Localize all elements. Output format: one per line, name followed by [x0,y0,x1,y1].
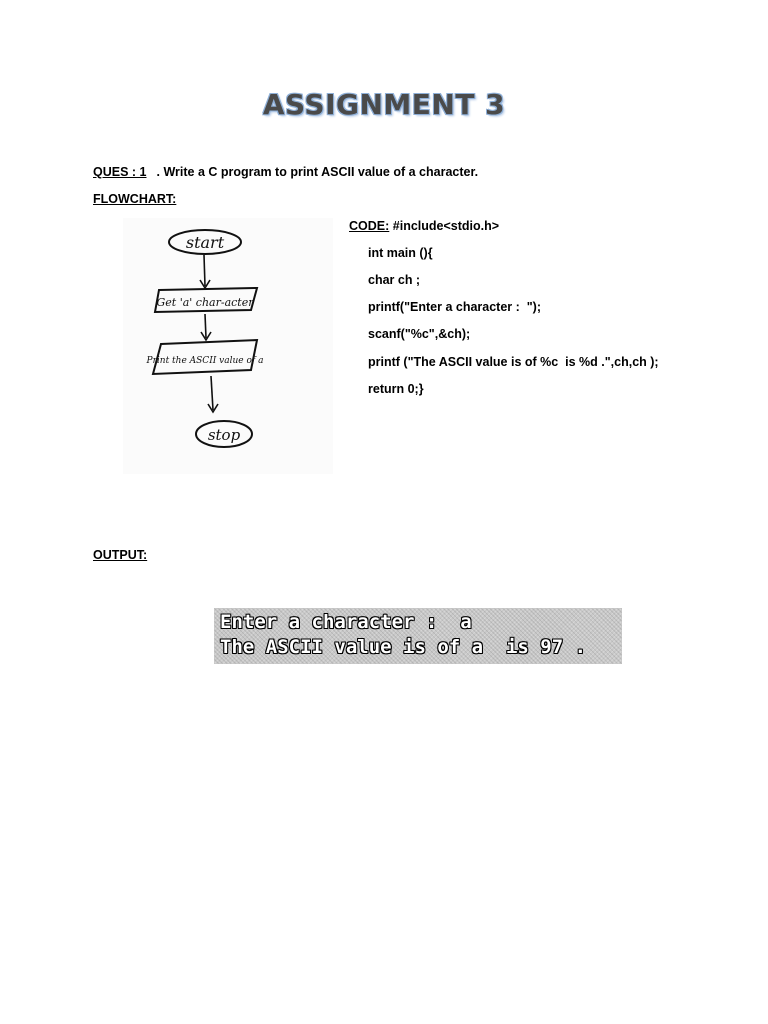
output-heading: OUTPUT: [93,548,148,562]
code-line: int main (){ [368,246,433,260]
code-line: scanf("%c",&ch); [368,327,471,341]
code-line: printf("Enter a character : "); [368,300,541,314]
flowchart-input-text: Get 'a' char-acter [156,296,254,309]
code-block [344,219,659,396]
question [93,165,478,179]
code-label: CODE: [349,219,390,233]
code-line: char ch ; [368,273,421,287]
code-line: return 0;} [368,382,424,396]
page-title: ASSIGNMENT 3 [262,88,506,121]
code-first-line [344,219,499,233]
flowchart-arrow [211,376,213,410]
terminal-line: The ASCII value is of a is 97 . [220,636,587,658]
question-text: . Write a C program to print ASCII value of a character. [156,165,479,179]
question-label: QUES : 1 [93,165,147,179]
flowchart-diagram [123,218,333,474]
flowchart-start-text: start [185,233,225,252]
code-line: #include<stdio.h> [392,219,500,233]
flowchart-output-text: Print the ASCII value of a [146,356,264,366]
flowchart-image [123,218,333,474]
flowchart-arrow [204,255,205,286]
code-line: printf ("The ASCII value is of %c is %d .",ch,ch ); [368,355,659,369]
flowchart-arrow [205,314,206,338]
terminal-output [214,608,622,664]
flowchart-stop-text: stop [207,426,241,444]
flowchart-heading: FLOWCHART: [93,192,177,206]
terminal-line: Enter a character : a [220,611,472,633]
